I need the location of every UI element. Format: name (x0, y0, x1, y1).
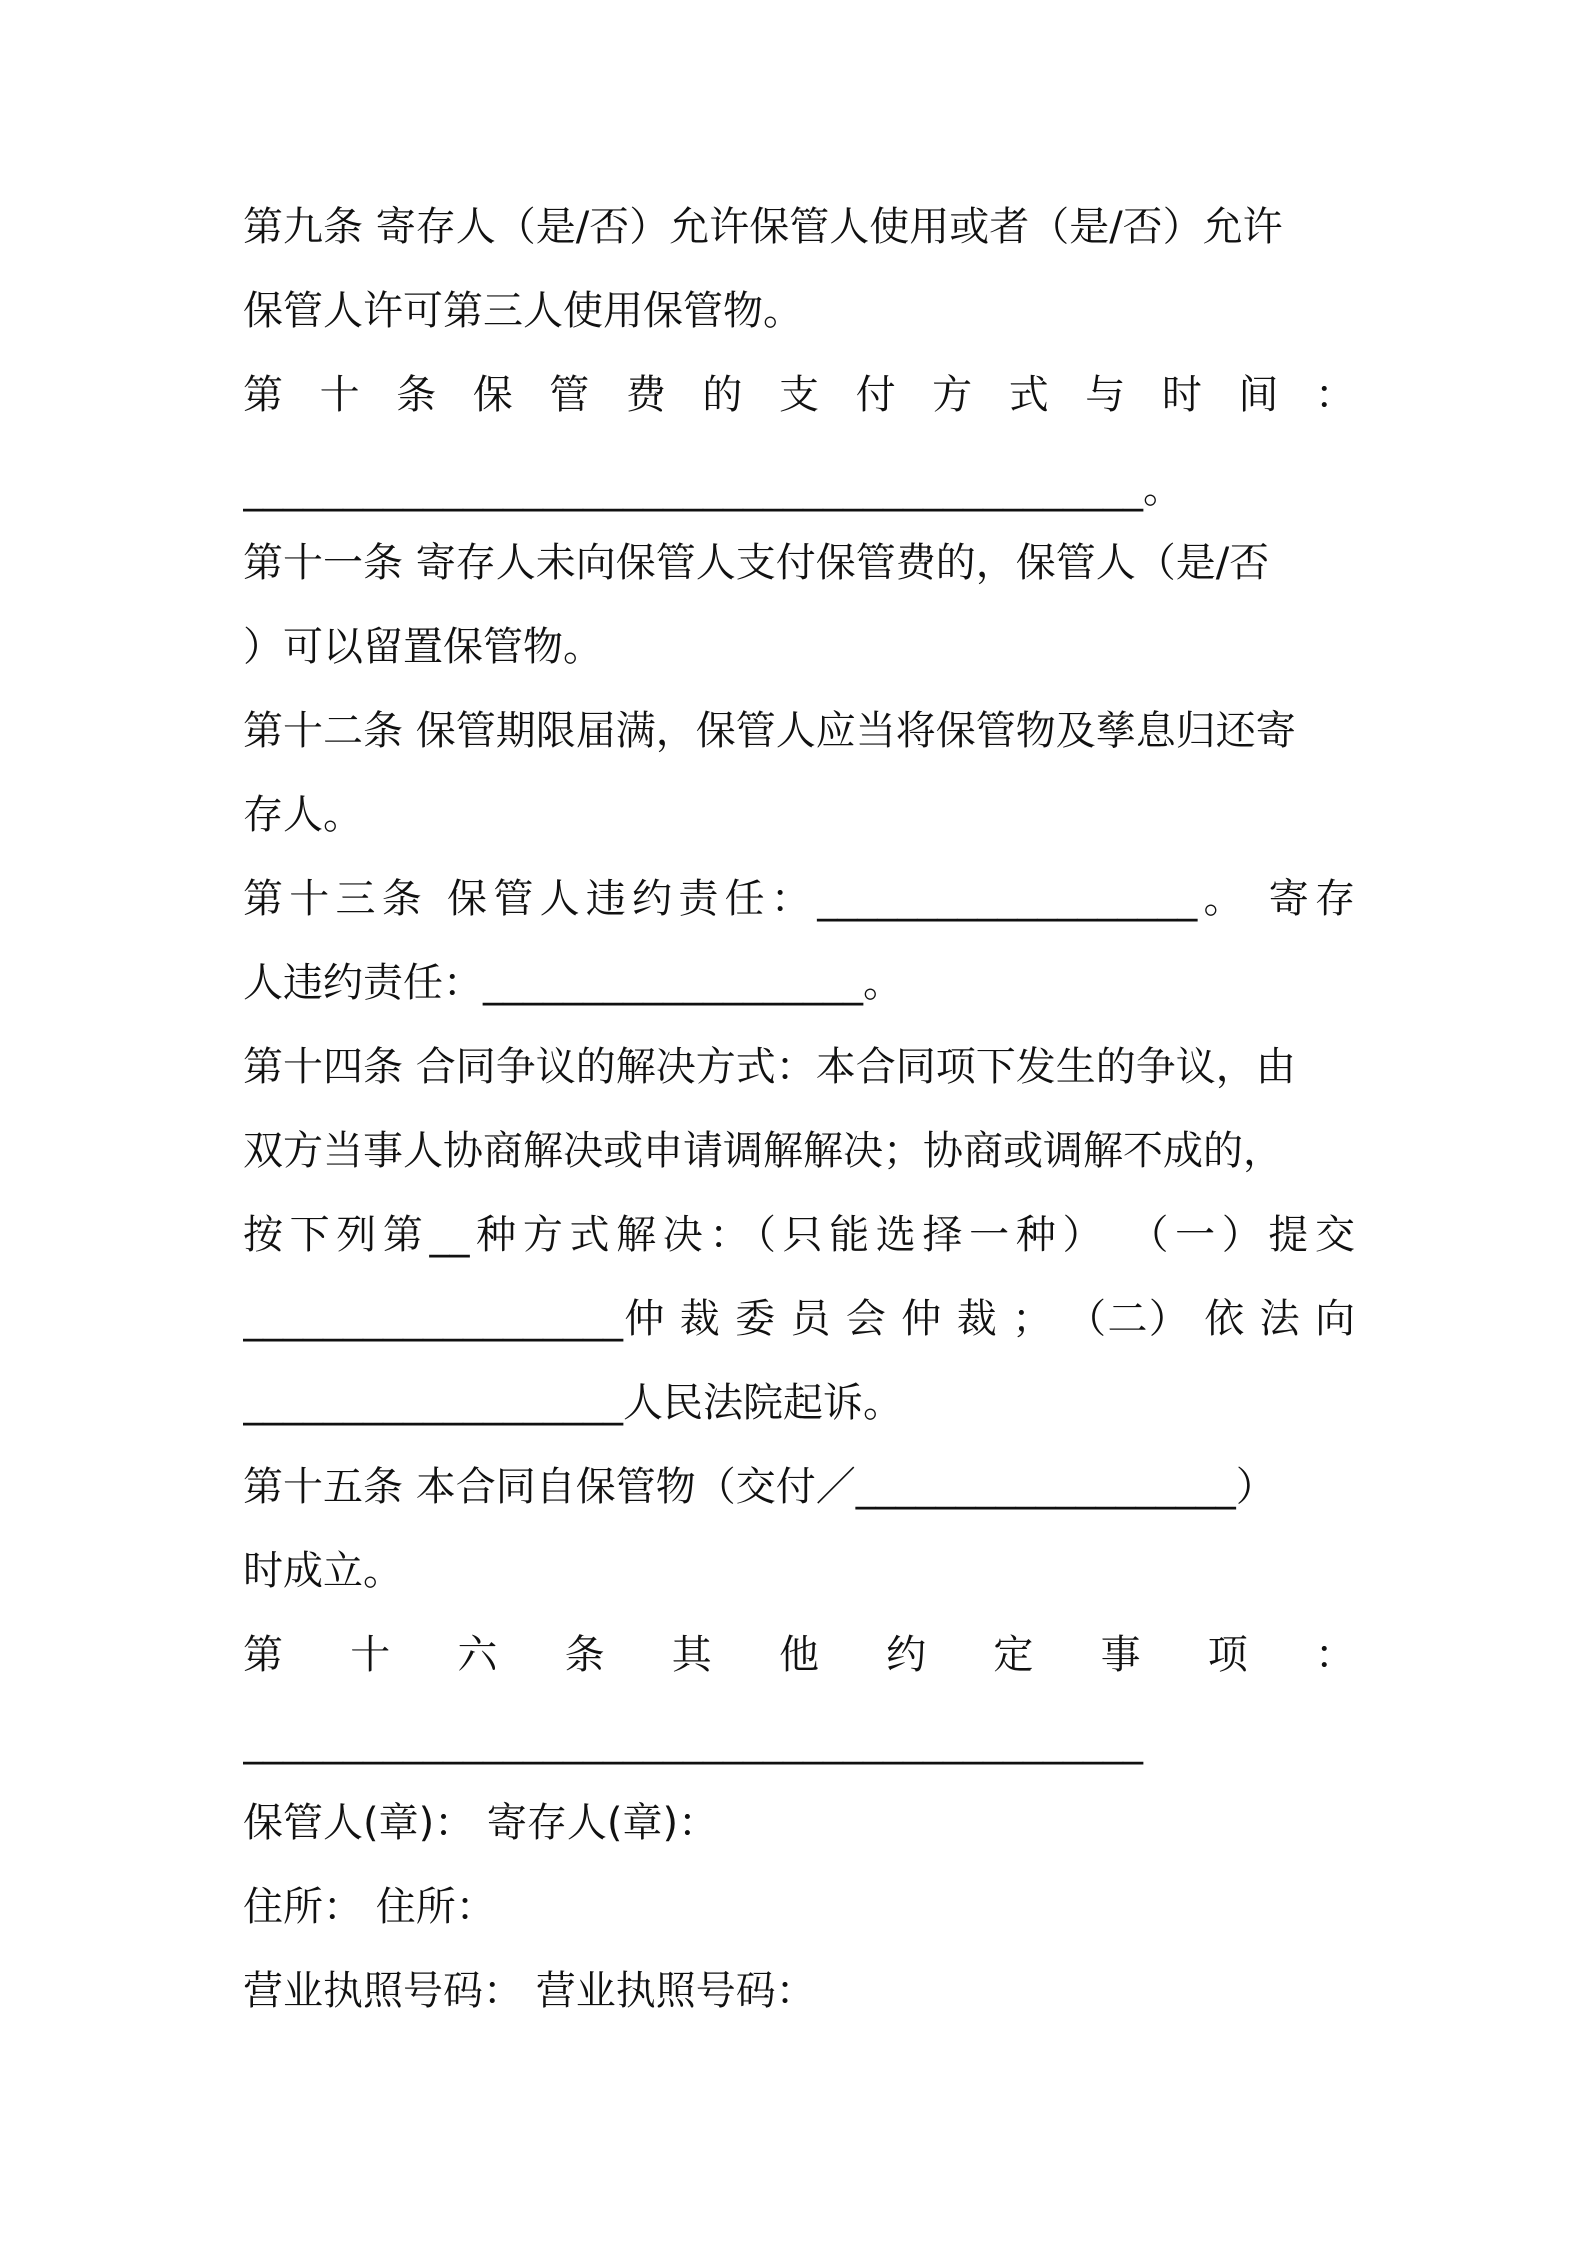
text-line-22: 营业执照号码： 营业执照号码： (243, 1968, 816, 2014)
text-line-11: 第十四条 合同争议的解决方式：本合同项下发生的争议，由 (243, 1044, 1296, 1090)
text-line-8: 存人。 (243, 792, 363, 838)
text-line-20: 保管人(章)： 寄存人(章)： (243, 1800, 719, 1846)
text-line-13: 按下列第__种方式解决：（只能选择一种） （一）提交 (243, 1212, 1355, 1258)
text-line-4: _____________________________________________。 (243, 466, 1183, 512)
text-line-15: ___________________人民法院起诉。 (243, 1380, 903, 1426)
text-line-12: 双方当事人协商解决或申请调解解决；协商或调解不成的， (243, 1128, 1283, 1174)
text-line-5: 第十一条 寄存人未向保管人支付保管费的，保管人（是/否 (243, 540, 1270, 586)
text-line-19: _____________________________________________ (243, 1719, 1143, 1765)
text-line-1: 第九条 寄存人（是/否）允许保管人使用或者（是/否）允许 (243, 204, 1283, 250)
text-line-2: 保管人许可第三人使用保管物。 (243, 288, 803, 334)
text-line-17: 时成立。 (243, 1548, 403, 1594)
text-line-16: 第十五条 本合同自保管物（交付／___________________） (243, 1464, 1276, 1510)
text-line-3: 第 十 条 保 管 费 的 支 付 方 式 与 时 间 ： (243, 372, 1355, 418)
text-line-10: 人违约责任：___________________。 (243, 960, 903, 1006)
text-line-21: 住所： 住所： (243, 1884, 496, 1930)
text-line-7: 第十二条 保管期限届满，保管人应当将保管物及孳息归还寄 (243, 708, 1296, 754)
text-line-6: ）可以留置保管物。 (243, 624, 603, 670)
text-line-9: 第十三条 保管人违约责任：___________________。 寄存 (243, 876, 1355, 922)
text-line-18: 第 十 六 条 其 他 约 定 事 项 ： (243, 1632, 1355, 1678)
text-line-14: ___________________仲 裁 委 员 会 仲 裁 ； （二） 依 法 向 (243, 1296, 1355, 1342)
